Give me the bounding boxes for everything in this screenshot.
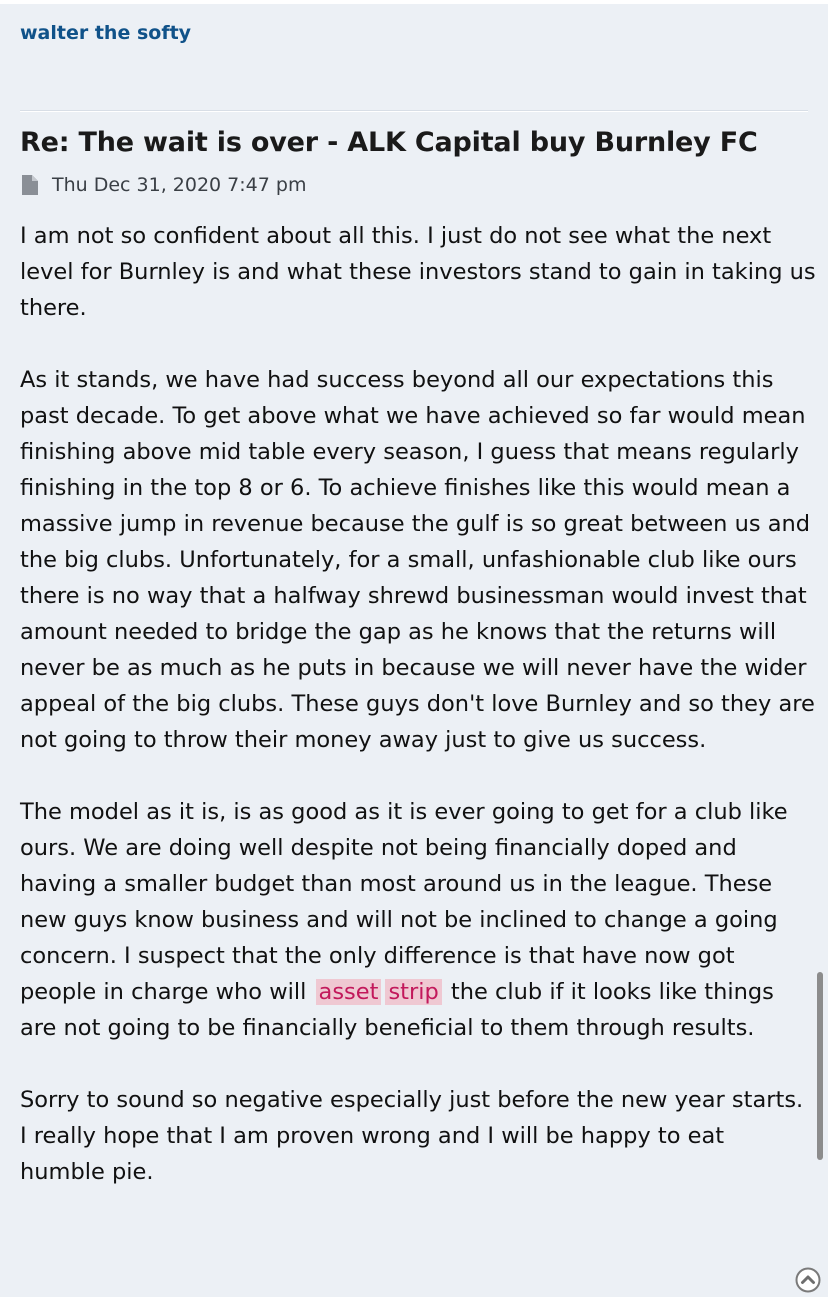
- vertical-scrollbar[interactable]: [817, 972, 823, 1160]
- post-paragraph-1: I am not so confident about all this. I just do not see what the next level for Burnley is and what these investors stand to gain in taking us there.: [20, 223, 816, 321]
- chevron-up-circle-icon[interactable]: [795, 1267, 821, 1293]
- post-title: Re: The wait is over - ALK Capital buy Burnley FC: [20, 127, 758, 158]
- file-icon[interactable]: [20, 174, 40, 196]
- top-border: [0, 0, 828, 4]
- post-author-link[interactable]: walter the softy: [20, 22, 192, 44]
- paragraph-3-text-before: The model as it is, is as good as it is ever going to get for a club like ours. We are doing well despite not being financially doped and having a smaller budget than most around us in the league. These new guys know business and will not be inclined to change a going concern. I suspect that the only difference is that have now got people in charge who will: [20, 799, 788, 1005]
- paragraph-3-text-after: the club if it looks like things are not going to be financially beneficial to them through results.: [20, 979, 774, 1041]
- post-paragraph-2: As it stands, we have had success beyond all our expectations this past decade. To get above what we have achieved so far would mean finishing above mid table every season, I guess that means regularly finishing in the top 8 or 6. To achieve finishes like this would mean a massive jump in revenue because the gulf is so great between us and the big clubs. Unfortunately, for a small, unfashionable club like ours there is no way that a halfway shrewd businessman would invest that amount needed to bridge the gap as he knows that the returns will never be as much as he puts in because we will never have the wider appeal of the big clubs. These guys don't love Burnley and so they are not going to throw their money away just to give us success.: [20, 367, 815, 753]
- post-paragraph-4: Sorry to sound so negative especially just before the new year starts. I really hope that I am proven wrong and I will be happy to eat humble pie.: [20, 1087, 804, 1185]
- post-paragraph-3: [20, 794, 816, 1046]
- keyword-highlight-asset[interactable]: asset: [316, 979, 382, 1005]
- post-content: [20, 218, 816, 1190]
- post-divider: [20, 110, 808, 112]
- post-meta: [20, 172, 306, 198]
- keyword-highlight-strip[interactable]: strip: [385, 979, 441, 1005]
- post-timestamp: Thu Dec 31, 2020 7:47 pm: [52, 174, 307, 196]
